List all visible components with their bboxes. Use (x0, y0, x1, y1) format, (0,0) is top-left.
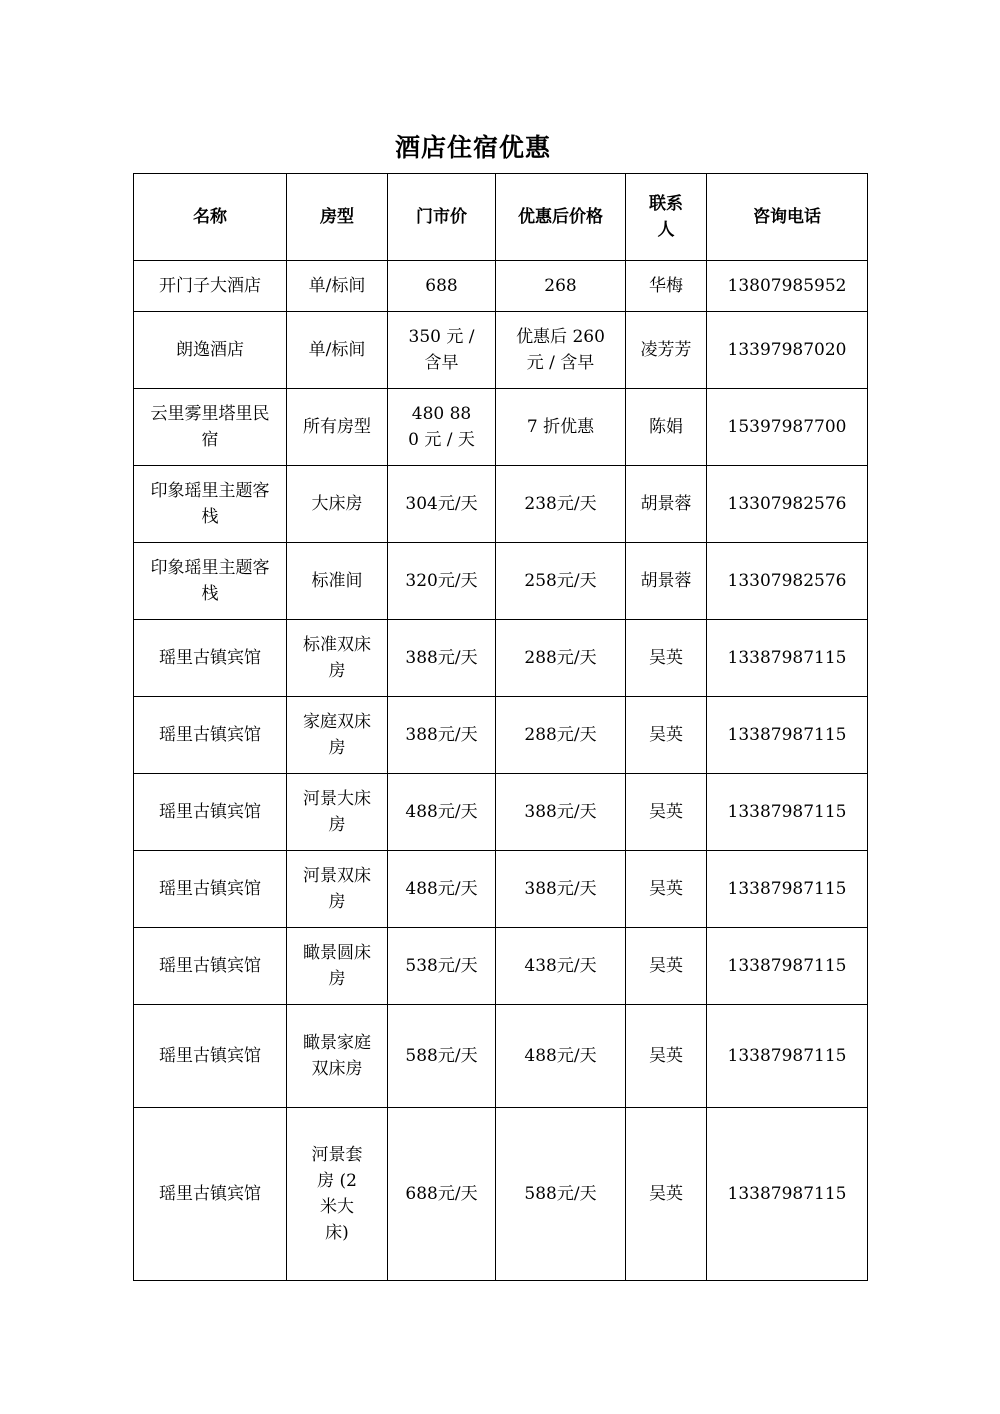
cell-list-price: 304元/天 (388, 466, 496, 543)
header-list-price: 门市价 (388, 174, 496, 261)
cell-name: 朗逸酒店 (134, 312, 287, 389)
cell-discount-price: 258元/天 (496, 543, 626, 620)
cell-room-type: 河景套房 (2 米大床) (287, 1108, 388, 1281)
cell-room-type: 家庭双床房 (287, 697, 388, 774)
table-row (134, 1005, 868, 1108)
table-row (134, 543, 868, 620)
cell-room-type: 瞰景圆床房 (287, 928, 388, 1005)
cell-list-price: 388元/天 (388, 620, 496, 697)
cell-name: 瑶里古镇宾馆 (134, 928, 287, 1005)
cell-list-price: 688元/天 (388, 1108, 496, 1281)
cell-contact: 吴英 (626, 1005, 707, 1108)
header-discount-price: 优惠后价格 (496, 174, 626, 261)
cell-discount-price: 优惠后 260 元 / 含早 (496, 312, 626, 389)
cell-phone: 13807985952 (707, 261, 868, 312)
cell-list-price: 320元/天 (388, 543, 496, 620)
cell-name: 瑶里古镇宾馆 (134, 1108, 287, 1281)
cell-discount-price: 438元/天 (496, 928, 626, 1005)
cell-phone: 13387987115 (707, 1108, 868, 1281)
cell-room-type: 河景双床房 (287, 851, 388, 928)
cell-discount-price: 288元/天 (496, 697, 626, 774)
cell-list-price: 488元/天 (388, 851, 496, 928)
table-row (134, 928, 868, 1005)
cell-list-price: 488元/天 (388, 774, 496, 851)
cell-name: 开门子大酒店 (134, 261, 287, 312)
table-row (134, 261, 868, 312)
cell-phone: 13387987115 (707, 851, 868, 928)
cell-name: 瑶里古镇宾馆 (134, 851, 287, 928)
cell-list-price: 538元/天 (388, 928, 496, 1005)
header-room-type: 房型 (287, 174, 388, 261)
table-header-row (134, 174, 868, 261)
cell-discount-price: 7 折优惠 (496, 389, 626, 466)
cell-name: 印象瑶里主题客栈 (134, 466, 287, 543)
cell-room-type: 大床房 (287, 466, 388, 543)
cell-room-type: 标准双床房 (287, 620, 388, 697)
cell-discount-price: 388元/天 (496, 774, 626, 851)
cell-phone: 13307982576 (707, 466, 868, 543)
table-row (134, 1108, 868, 1281)
table-row (134, 466, 868, 543)
cell-phone: 13387987115 (707, 620, 868, 697)
cell-room-type: 单/标间 (287, 312, 388, 389)
cell-room-type: 河景大床房 (287, 774, 388, 851)
table-row (134, 620, 868, 697)
header-name: 名称 (134, 174, 287, 261)
cell-name: 印象瑶里主题客栈 (134, 543, 287, 620)
cell-contact: 吴英 (626, 1108, 707, 1281)
cell-contact: 胡景蓉 (626, 466, 707, 543)
cell-name: 瑶里古镇宾馆 (134, 620, 287, 697)
cell-phone: 13307982576 (707, 543, 868, 620)
cell-contact: 吴英 (626, 774, 707, 851)
cell-room-type: 单/标间 (287, 261, 388, 312)
cell-name: 云里雾里塔里民宿 (134, 389, 287, 466)
header-phone: 咨询电话 (707, 174, 868, 261)
cell-list-price: 350 元 / 含早 (388, 312, 496, 389)
cell-list-price: 480 880 元 / 天 (388, 389, 496, 466)
page-title: 酒店住宿优惠 (394, 133, 551, 162)
cell-contact: 吴英 (626, 697, 707, 774)
cell-discount-price: 588元/天 (496, 1108, 626, 1281)
table-row (134, 312, 868, 389)
cell-name: 瑶里古镇宾馆 (134, 697, 287, 774)
cell-phone: 13387987115 (707, 697, 868, 774)
cell-phone: 15397987700 (707, 389, 868, 466)
cell-discount-price: 488元/天 (496, 1005, 626, 1108)
table-row (134, 389, 868, 466)
cell-discount-price: 268 (496, 261, 626, 312)
header-contact: 联系人 (626, 174, 707, 261)
cell-phone: 13387987115 (707, 928, 868, 1005)
table-row (134, 851, 868, 928)
cell-room-type: 标准间 (287, 543, 388, 620)
cell-room-type: 所有房型 (287, 389, 388, 466)
table-row (134, 774, 868, 851)
cell-discount-price: 388元/天 (496, 851, 626, 928)
cell-contact: 陈娟 (626, 389, 707, 466)
cell-phone: 13387987115 (707, 1005, 868, 1108)
cell-discount-price: 288元/天 (496, 620, 626, 697)
cell-contact: 凌芳芳 (626, 312, 707, 389)
cell-discount-price: 238元/天 (496, 466, 626, 543)
cell-contact: 胡景蓉 (626, 543, 707, 620)
cell-contact: 吴英 (626, 620, 707, 697)
cell-contact: 华梅 (626, 261, 707, 312)
cell-contact: 吴英 (626, 851, 707, 928)
cell-phone: 13387987115 (707, 774, 868, 851)
cell-contact: 吴英 (626, 928, 707, 1005)
hotel-table (133, 173, 868, 1281)
cell-phone: 13397987020 (707, 312, 868, 389)
cell-name: 瑶里古镇宾馆 (134, 774, 287, 851)
cell-name: 瑶里古镇宾馆 (134, 1005, 287, 1108)
cell-list-price: 688 (388, 261, 496, 312)
cell-list-price: 388元/天 (388, 697, 496, 774)
cell-room-type: 瞰景家庭双床房 (287, 1005, 388, 1108)
table-row (134, 697, 868, 774)
cell-list-price: 588元/天 (388, 1005, 496, 1108)
